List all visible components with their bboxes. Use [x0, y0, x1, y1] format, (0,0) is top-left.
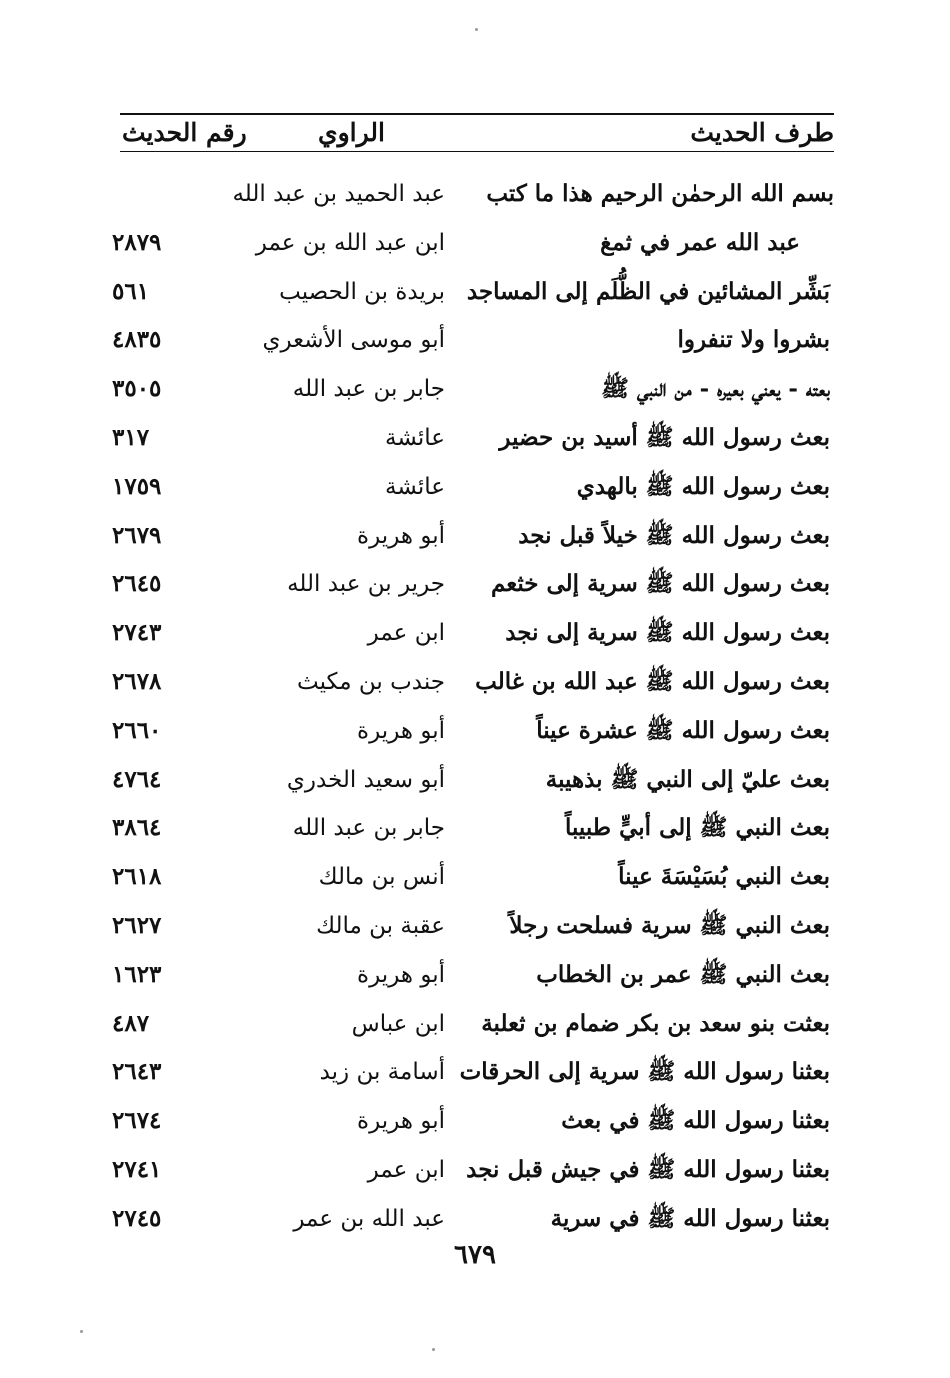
table-row: [0, 1048, 950, 1097]
hadith-cell: بعثنا رسول الله ﷺ في جيش قبل نجد: [466, 1155, 830, 1183]
number-cell: ١٦٢٣: [112, 960, 162, 988]
hadith-cell: بَشِّر المشائين في الظُّلَم إلى المساجد: [466, 277, 830, 305]
table-row: [0, 1146, 950, 1195]
number-cell: ٢٦٤٥: [112, 570, 162, 598]
narrator-cell: أبو هريرة: [357, 1108, 445, 1135]
table-row: [0, 1097, 950, 1146]
table-row: [0, 658, 950, 707]
hadith-cell: بعث رسول الله ﷺ سرية إلى خثعم: [490, 570, 830, 598]
hadith-cell: بعث رسول الله ﷺ عبد الله بن غالب: [475, 667, 830, 695]
hadith-cell: بعث رسول الله ﷺ عشرة عيناً: [536, 716, 830, 744]
number-cell: ٢٦١٨: [112, 863, 162, 891]
number-cell: ٢٦٧٤: [112, 1107, 162, 1135]
narrator-cell: ابن عبد الله بن عمر: [255, 229, 445, 256]
number-cell: ١٧٥٩: [112, 472, 162, 500]
hadith-cell: بعث النبي ﷺ سرية فسلحت رجلاً: [509, 911, 830, 939]
table-row: [0, 1000, 950, 1049]
hadith-cell: بعثنا رسول الله ﷺ سرية إلى الحرقات: [459, 1058, 830, 1086]
narrator-cell: عبد الله بن عمر: [293, 1205, 445, 1232]
narrator-cell: عائشة: [385, 424, 445, 451]
table-row: [0, 316, 950, 365]
scan-speck: [475, 28, 478, 31]
scan-speck: [80, 1330, 83, 1333]
hadith-cell: بعث رسول الله ﷺ بالهدي: [576, 472, 830, 500]
narrator-cell: أنس بن مالك: [318, 864, 445, 891]
narrator-cell: أبو هريرة: [357, 961, 445, 988]
table-row: [0, 414, 950, 463]
hadith-cell: بعثنا رسول الله ﷺ في سرية: [550, 1204, 830, 1232]
hadith-cell: بعث عليّ إلى النبي ﷺ بذهيبة: [545, 765, 830, 793]
hadith-cell: بشروا ولا تنفروا: [677, 326, 830, 354]
hadith-cell: بعثنا رسول الله ﷺ في بعث: [561, 1107, 830, 1135]
number-cell: [112, 170, 202, 219]
scan-speck: [432, 1348, 435, 1351]
narrator-cell: عائشة: [385, 473, 445, 500]
number-cell: ٢٦٧٩: [112, 521, 162, 549]
header-rule: [120, 151, 834, 152]
number-cell: ٥٦١: [112, 277, 150, 305]
table-row: [0, 707, 950, 756]
table-row: [0, 463, 950, 512]
table-row: [0, 170, 950, 219]
hadith-cell: بعث رسول الله ﷺ سرية إلى نجد: [505, 619, 830, 647]
number-cell: ٢٧٤٥: [112, 1204, 162, 1232]
top-rule: [120, 113, 834, 115]
table-row: [0, 756, 950, 805]
table-row: [0, 853, 950, 902]
number-cell: ٤٨٣٥: [112, 326, 162, 354]
number-cell: ٤٧٦٤: [112, 765, 162, 793]
page-number: ٦٧٩: [454, 1240, 496, 1270]
hadith-cell: عبد الله عمر في ثمغ: [600, 228, 800, 256]
number-cell: ٢٦٧٨: [112, 667, 162, 695]
narrator-cell: عقبة بن مالك: [316, 912, 445, 939]
narrator-cell: أبو سعيد الخدري: [286, 766, 445, 793]
number-cell: ٣٥٠٥: [112, 375, 162, 403]
table-row: [0, 268, 950, 317]
number-cell: ٣٨٦٤: [112, 814, 162, 842]
hadith-cell: بعث النبي ﷺ عمر بن الخطاب: [536, 960, 830, 988]
narrator-cell: جندب بن مكيث: [297, 668, 445, 695]
table-row: [0, 609, 950, 658]
table-row: [0, 512, 950, 561]
hadith-cell: بعث رسول الله ﷺ أسيد بن حضير: [499, 423, 830, 451]
hadith-cell: بعثت بنو سعد بن بكر ضمام بن ثعلبة: [481, 1009, 830, 1037]
table-row: [0, 365, 950, 414]
hadith-cell: بسم الله الرحمٰن الرحيم هذا ما كتب: [486, 180, 834, 207]
narrator-cell: ابن عمر: [367, 620, 445, 647]
table-row: [0, 804, 950, 853]
number-cell: ٢٦٤٣: [112, 1058, 162, 1086]
narrator-cell: ابن عمر: [367, 1156, 445, 1183]
hadith-cell: بعث النبي ﷺ إلى أبيٍّ طبيباً: [564, 814, 830, 842]
index-table: [0, 170, 950, 1244]
hadith-cell: بعته - يعني بعيره - من النبي ﷺ: [601, 375, 830, 403]
number-cell: ٤٨٧: [112, 1009, 150, 1037]
column-header-narrator: الراوي: [318, 118, 385, 147]
narrator-cell: أبو هريرة: [357, 717, 445, 744]
table-row: [0, 902, 950, 951]
number-cell: ٢٦٢٧: [112, 911, 162, 939]
number-cell: ٢٦٦٠: [112, 716, 162, 744]
table-row: [0, 951, 950, 1000]
narrator-cell: عبد الحميد بن عبد الله: [232, 181, 445, 207]
number-cell: ٣١٧: [112, 423, 150, 451]
table-row: [0, 560, 950, 609]
column-header-number: رقم الحديث: [122, 118, 247, 147]
narrator-cell: ابن عباس: [351, 1010, 445, 1037]
narrator-cell: أسامة بن زيد: [319, 1059, 445, 1086]
hadith-cell: بعث رسول الله ﷺ خيلاً قبل نجد: [518, 521, 830, 549]
narrator-cell: جابر بن عبد الله: [292, 815, 445, 842]
number-cell: ٢٨٧٩: [112, 228, 162, 256]
hadith-cell: بعث النبي بُسَيْسَةَ عيناً: [618, 863, 830, 891]
table-row: [0, 219, 950, 268]
narrator-cell: أبو موسى الأشعري: [262, 327, 445, 354]
narrator-cell: بريدة بن الحصيب: [279, 278, 445, 305]
number-cell: ٢٧٤١: [112, 1155, 162, 1183]
table-row: [0, 1195, 950, 1244]
narrator-cell: أبو هريرة: [357, 522, 445, 549]
narrator-cell: جابر بن عبد الله: [292, 376, 445, 403]
narrator-cell: جرير بن عبد الله: [287, 571, 445, 598]
column-header-hadith: طرف الحديث: [690, 118, 834, 147]
number-cell: ٢٧٤٣: [112, 619, 162, 647]
